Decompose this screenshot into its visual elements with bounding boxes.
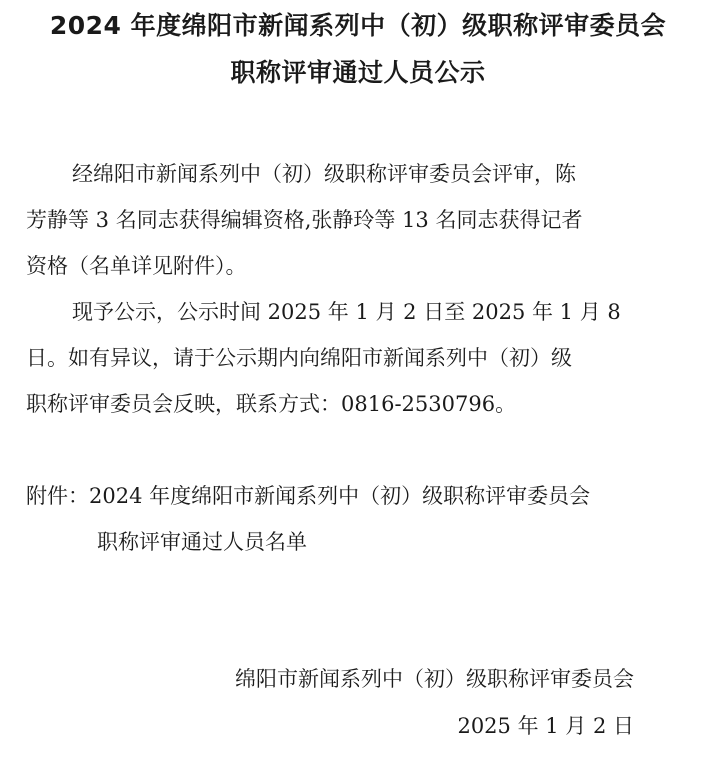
- signature-date: 2025 年 1 月 2 日: [457, 714, 634, 738]
- paragraph-1-line-2: 芳静等 3 名同志获得编辑资格,张静玲等 13 名同志获得记者: [26, 208, 583, 232]
- paragraph-1-line-3: 资格（名单详见附件）。: [26, 254, 247, 278]
- paragraph-2-line-3: 职称评审委员会反映，联系方式：0816-2530796。: [26, 392, 517, 416]
- attachment-line-1: 附件：2024 年度绵阳市新闻系列中（初）级职称评审委员会: [26, 484, 591, 508]
- signature-organization: 绵阳市新闻系列中（初）级职称评审委员会: [235, 667, 634, 691]
- document-title-line-1: 2024 年度绵阳市新闻系列中（初）级职称评审委员会: [49, 11, 667, 40]
- paragraph-2-line-1: 现予公示，公示时间 2025 年 1 月 2 日至 2025 年 1 月 8: [72, 300, 621, 324]
- document-title-line-2: 职称评审通过人员公示: [230, 58, 486, 87]
- paragraph-2-line-2: 日。如有异议，请于公示期内向绵阳市新闻系列中（初）级: [26, 346, 572, 370]
- attachment-line-2: 职称评审通过人员名单: [97, 530, 307, 554]
- paragraph-1-line-1: 经绵阳市新闻系列中（初）级职称评审委员会评审，陈: [72, 162, 576, 186]
